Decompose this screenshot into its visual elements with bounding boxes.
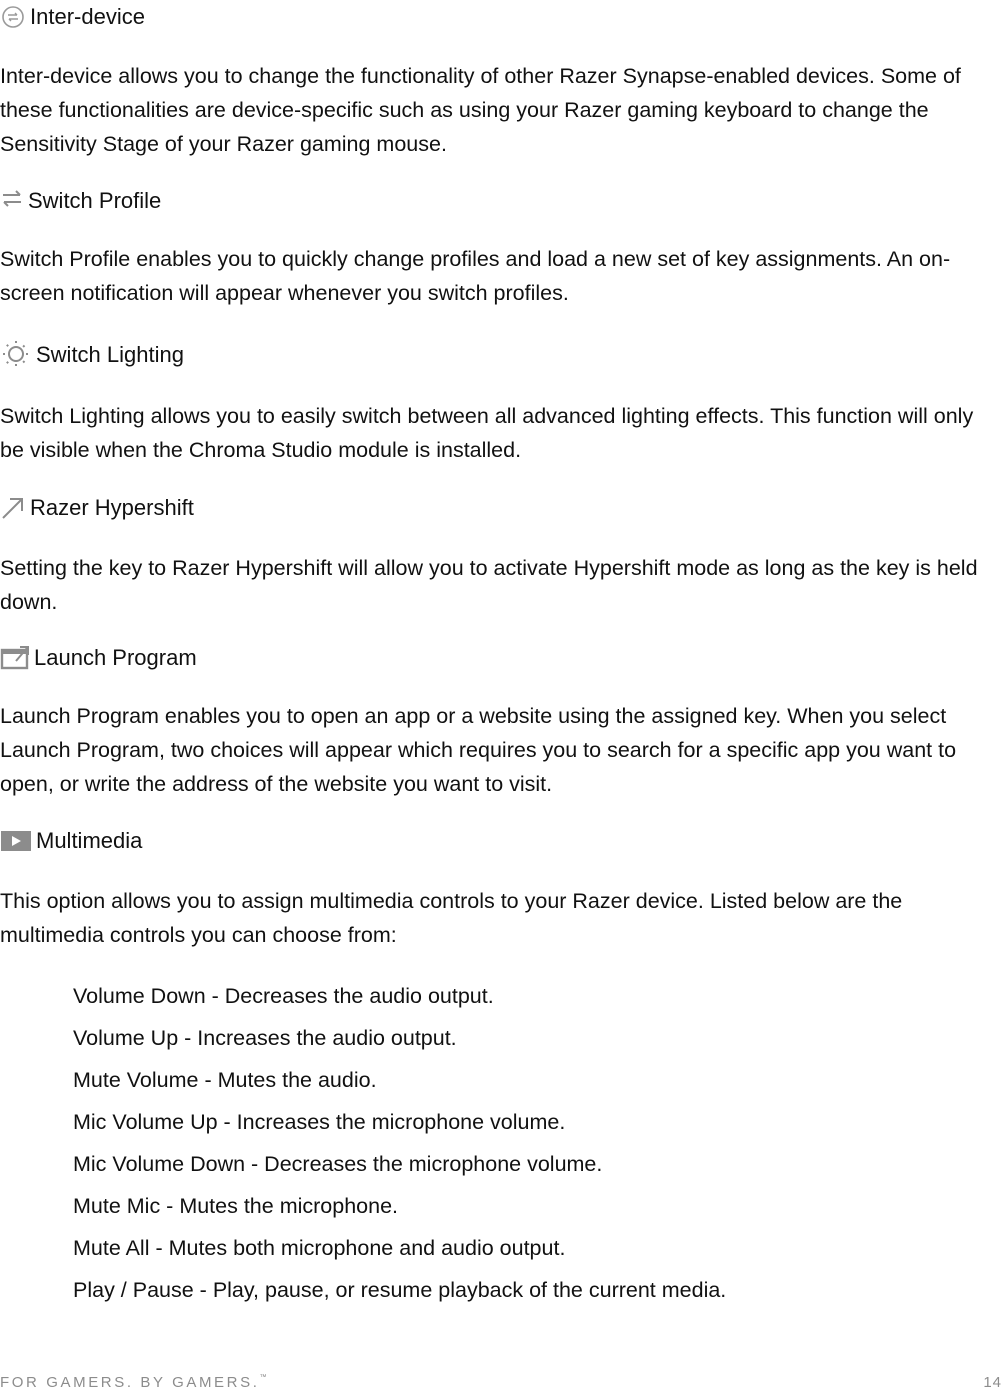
list-item: Volume Down - Decreases the audio output. — [73, 984, 494, 1008]
list-item: Play / Pause - Play, pause, or resume playback of the current media. — [73, 1278, 727, 1302]
section-title: Razer Hypershift — [30, 495, 194, 520]
section-title: Launch Program — [34, 645, 197, 670]
section-heading-multimedia — [0, 824, 142, 858]
section-heading-launch-program — [0, 641, 197, 675]
list-item: Mute Mic - Mutes the microphone. — [73, 1194, 399, 1218]
razer-hypershift-icon — [0, 495, 26, 521]
list-item: Volume Up - Increases the audio output. — [73, 1026, 457, 1050]
trademark-symbol: ™ — [259, 1374, 267, 1381]
launch-program-icon — [0, 645, 30, 671]
section-heading-razer-hypershift — [0, 491, 194, 525]
section-title: Switch Profile — [28, 188, 162, 213]
switch-lighting-icon — [0, 339, 32, 371]
section-body: Switch Profile enables you to quickly change profiles and load a new set of key assignments. An on-screen notification will appear whenever you switch profiles. — [0, 247, 951, 305]
list-item: Mute All - Mutes both microphone and audio output. — [73, 1236, 566, 1260]
section-body: This option allows you to assign multimedia controls to your Razer device. Listed below are the multimedia controls you can choose from: — [0, 889, 903, 947]
list-item: Mute Volume - Mutes the audio. — [73, 1068, 377, 1092]
list-item: Mic Volume Up - Increases the microphone volume. — [73, 1110, 566, 1134]
section-heading-inter-device — [0, 0, 145, 34]
multimedia-icon — [0, 829, 32, 853]
section-heading-switch-lighting — [0, 338, 184, 372]
switch-profile-icon — [0, 188, 24, 214]
section-title: Inter-device — [30, 4, 145, 29]
section-body: Switch Lighting allows you to easily switch between all advanced lighting effects. This function will only be visible when the Chroma Studio module is installed. — [0, 404, 974, 462]
footer-tagline — [0, 1374, 266, 1391]
page-number: 14 — [983, 1374, 1002, 1391]
section-heading-switch-profile — [0, 184, 161, 218]
section-title: Switch Lighting — [36, 342, 184, 367]
section-body: Launch Program enables you to open an app or a website using the assigned key. When you select Launch Program, two choices will appear which requires you to search for a specific app you want to open, or write the address of the website you want to visit. — [0, 704, 957, 796]
section-title: Multimedia — [36, 828, 143, 853]
inter-device-icon — [0, 4, 26, 30]
section-body: Setting the key to Razer Hypershift will allow you to activate Hypershift mode as long as the key is held down. — [0, 556, 978, 614]
footer-tagline-text: FOR GAMERS. BY GAMERS. — [0, 1374, 260, 1391]
section-body: Inter-device allows you to change the functionality of other Razer Synapse-enabled devices. Some of these functionalities are device-specific such as using your Razer gaming keyboard to change the Sensitivity Stage of your Razer gaming mouse. — [0, 64, 961, 156]
list-item: Mic Volume Down - Decreases the microphone volume. — [73, 1152, 603, 1176]
multimedia-controls-list — [73, 979, 726, 1315]
